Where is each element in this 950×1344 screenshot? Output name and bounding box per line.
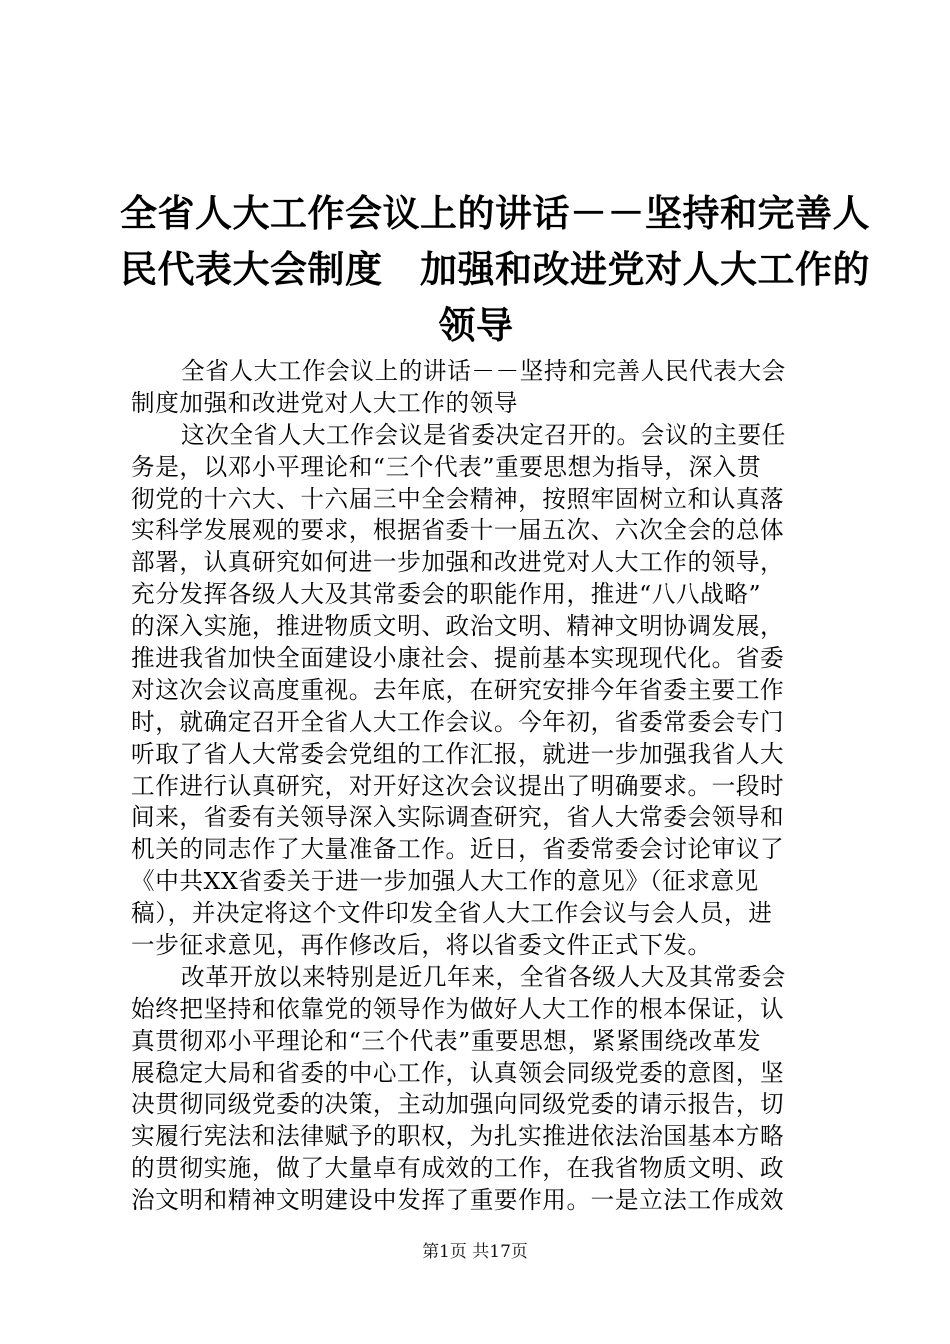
document-body — [131, 356, 831, 1217]
body-line: 务是，以邓小平理论和“三个代表”重要思想为指导，深入贯 — [131, 452, 762, 481]
body-line: 机关的同志作了大量准备工作。近日，省委常委会讨论审议了 — [131, 835, 785, 864]
body-line: 真贯彻邓小平理论和“三个代表”重要思想，紧紧围绕改革发 — [131, 1026, 762, 1055]
body-line: 稿），并决定将这个文件印发全省人大工作会议与会人员，进 — [131, 899, 773, 928]
body-line: 工作进行认真研究，对开好这次会议提出了明确要求。一段时 — [131, 771, 785, 800]
body-line: 这次全省人大工作会议是省委决定召开的。会议的主要任 — [181, 420, 786, 449]
body-line: 对这次会议高度重视。去年底，在研究安排今年省委主要工作 — [131, 675, 785, 704]
body-line: 始终把坚持和依靠党的领导作为做好人大工作的根本保证，认 — [131, 994, 785, 1023]
body-line: 决贯彻同级党委的决策，主动加强向同级党委的请示报告，切 — [131, 1090, 785, 1119]
body-line: 部署，认真研究如何进一步加强和改进党对人大工作的领导， — [131, 548, 785, 577]
body-line: 充分发挥各级人大及其常委会的职能作用，推进“八八战略” — [131, 580, 762, 609]
body-line: 展稳定大局和省委的中心工作，认真领会同级党委的意图，坚 — [131, 1058, 785, 1087]
title-line: 民代表大会制度 加强和改进党对人大工作的 — [120, 248, 870, 291]
body-line: 治文明和精神文明建设中发挥了重要作用。一是立法工作成效 — [131, 1186, 785, 1215]
body-line: 推进我省加快全面建设小康社会、提前基本实现现代化。省委 — [131, 644, 785, 673]
body-line: 《中共XX省委关于进一步加强人大工作的意见》（征求意见 — [131, 867, 759, 896]
body-line: 的贯彻实施，做了大量卓有成效的工作，在我省物质文明、政 — [131, 1154, 785, 1183]
body-line: 彻党的十六大、十六届三中全会精神，按照牢固树立和认真落 — [131, 484, 785, 513]
page-footer: 第1页 共17页 — [422, 1242, 528, 1262]
body-line: 的深入实施，推进物质文明、政治文明、精神文明协调发展， — [131, 612, 785, 641]
body-line: 实履行宪法和法律赋予的职权，为扎实推进依法治国基本方略 — [131, 1122, 785, 1151]
body-line: 实科学发展观的要求，根据省委十一届五次、六次全会的总体 — [131, 516, 785, 545]
body-line: 一步征求意见，再作修改后，将以省委文件正式下发。 — [131, 931, 712, 960]
body-line: 间来，省委有关领导深入实际调查研究，省人大常委会领导和 — [131, 803, 785, 832]
document-title — [120, 186, 870, 354]
body-line: 制度加强和改进党对人大工作的领导 — [131, 388, 519, 417]
body-line: 时，就确定召开全省人大工作会议。今年初，省委常委会专门 — [131, 707, 785, 736]
body-line: 全省人大工作会议上的讲话－－坚持和完善人民代表大会 — [181, 357, 786, 385]
title-line: 全省人大工作会议上的讲话－－坚持和完善人 — [120, 192, 870, 235]
body-line: 改革开放以来特别是近几年来，全省各级人大及其常委会 — [181, 962, 786, 991]
title-line: 领导 — [438, 304, 514, 347]
body-line: 听取了省人大常委会党组的工作汇报，就进一步加强我省人大 — [131, 739, 785, 768]
